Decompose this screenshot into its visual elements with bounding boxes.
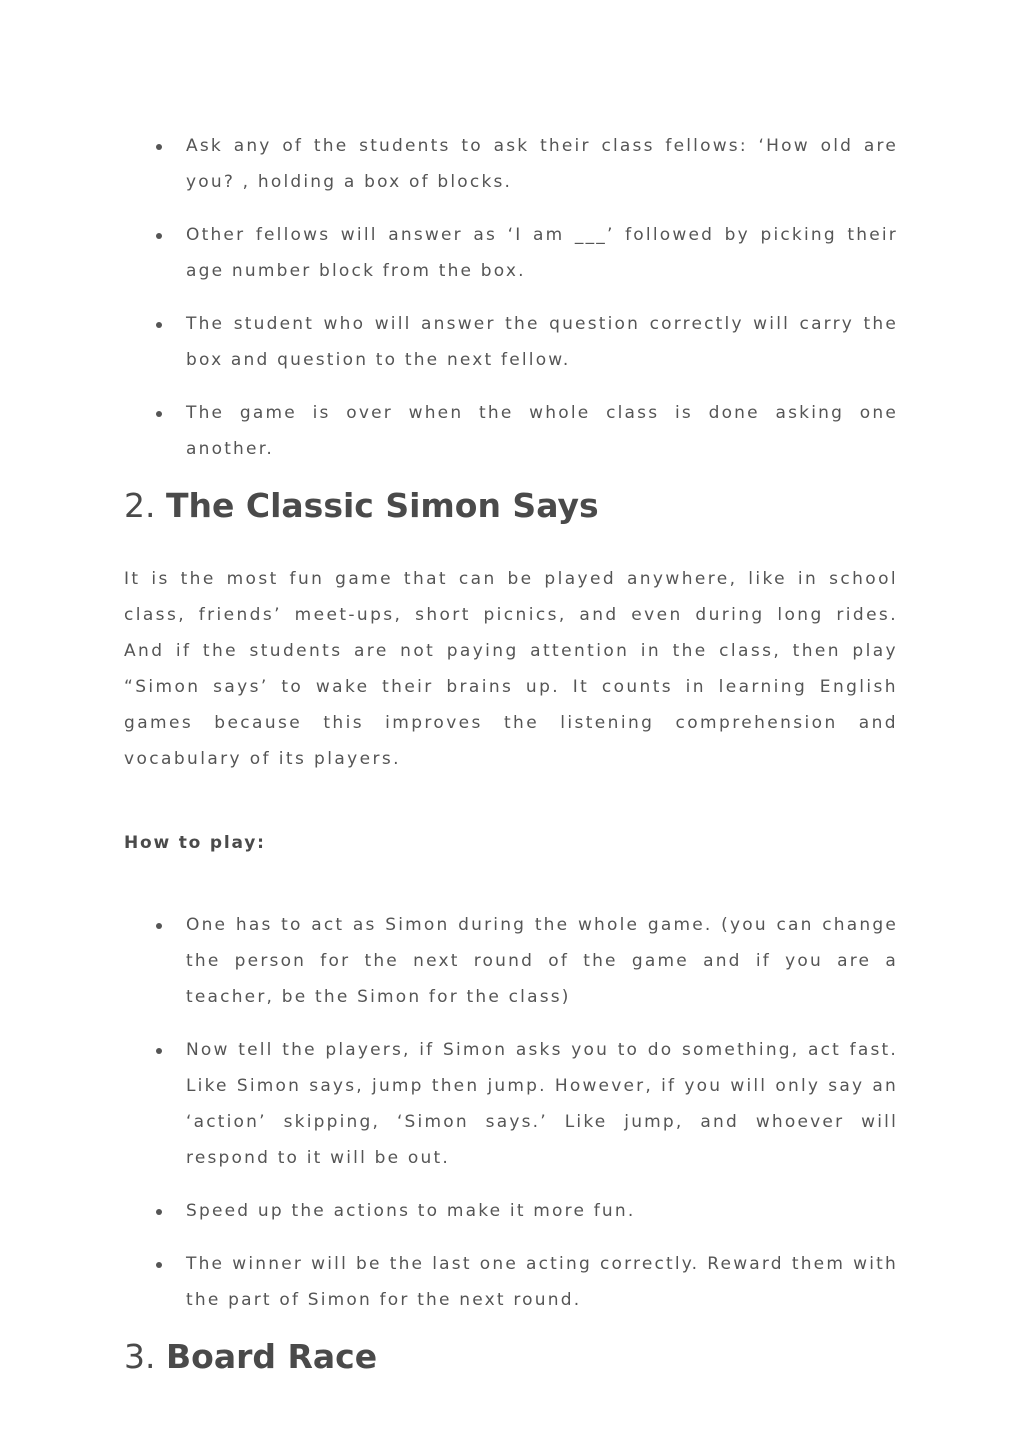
list-item: Other fellows will answer as ‘I am ___’ followed by picking their age number block from the box. bbox=[124, 217, 898, 289]
list-item: One has to act as Simon during the whole game. (you can change the person for the next round of the game and if you are a teacher, be the Simon for the class) bbox=[124, 907, 898, 1015]
section-heading-board-race bbox=[124, 1335, 898, 1379]
section-paragraph: It is the most fun game that can be played anywhere, like in school class, friends’ meet-ups, short picnics, and even during long rides. And if the students are not paying attention in the class, then play “Simon says’ to wake their brains up. It counts in learning English games because this improves the listening comprehension and vocabulary of its players. bbox=[124, 569, 898, 769]
document-page bbox=[124, 128, 898, 1379]
list-item: The student who will answer the question correctly will carry the box and question to the next fellow. bbox=[124, 306, 898, 378]
section-heading-simon-says bbox=[124, 484, 898, 528]
list-item: Now tell the players, if Simon asks you to do something, act fast. Like Simon says, jump then jump. However, if you will only say an ‘action’ skipping, ‘Simon says.’ Like jump, and whoever will respond to it will be out. bbox=[124, 1032, 898, 1176]
list-item: The winner will be the last one acting correctly. Reward them with the part of Simon for the next round. bbox=[124, 1246, 898, 1318]
section-title: The Classic Simon Says bbox=[166, 486, 599, 525]
section-title: Board Race bbox=[166, 1337, 378, 1376]
list-item: Ask any of the students to ask their class fellows: ‘How old are you? , holding a box of blocks. bbox=[124, 128, 898, 200]
bullet-list-age-game bbox=[124, 128, 898, 467]
list-item: Speed up the actions to make it more fun. bbox=[124, 1193, 898, 1229]
bullet-list-simon-steps bbox=[124, 907, 898, 1318]
section-number: 3. bbox=[124, 1337, 156, 1376]
section-number: 2. bbox=[124, 486, 156, 525]
how-to-play-label: How to play: bbox=[124, 833, 266, 853]
list-item: The game is over when the whole class is done asking one another. bbox=[124, 395, 898, 467]
